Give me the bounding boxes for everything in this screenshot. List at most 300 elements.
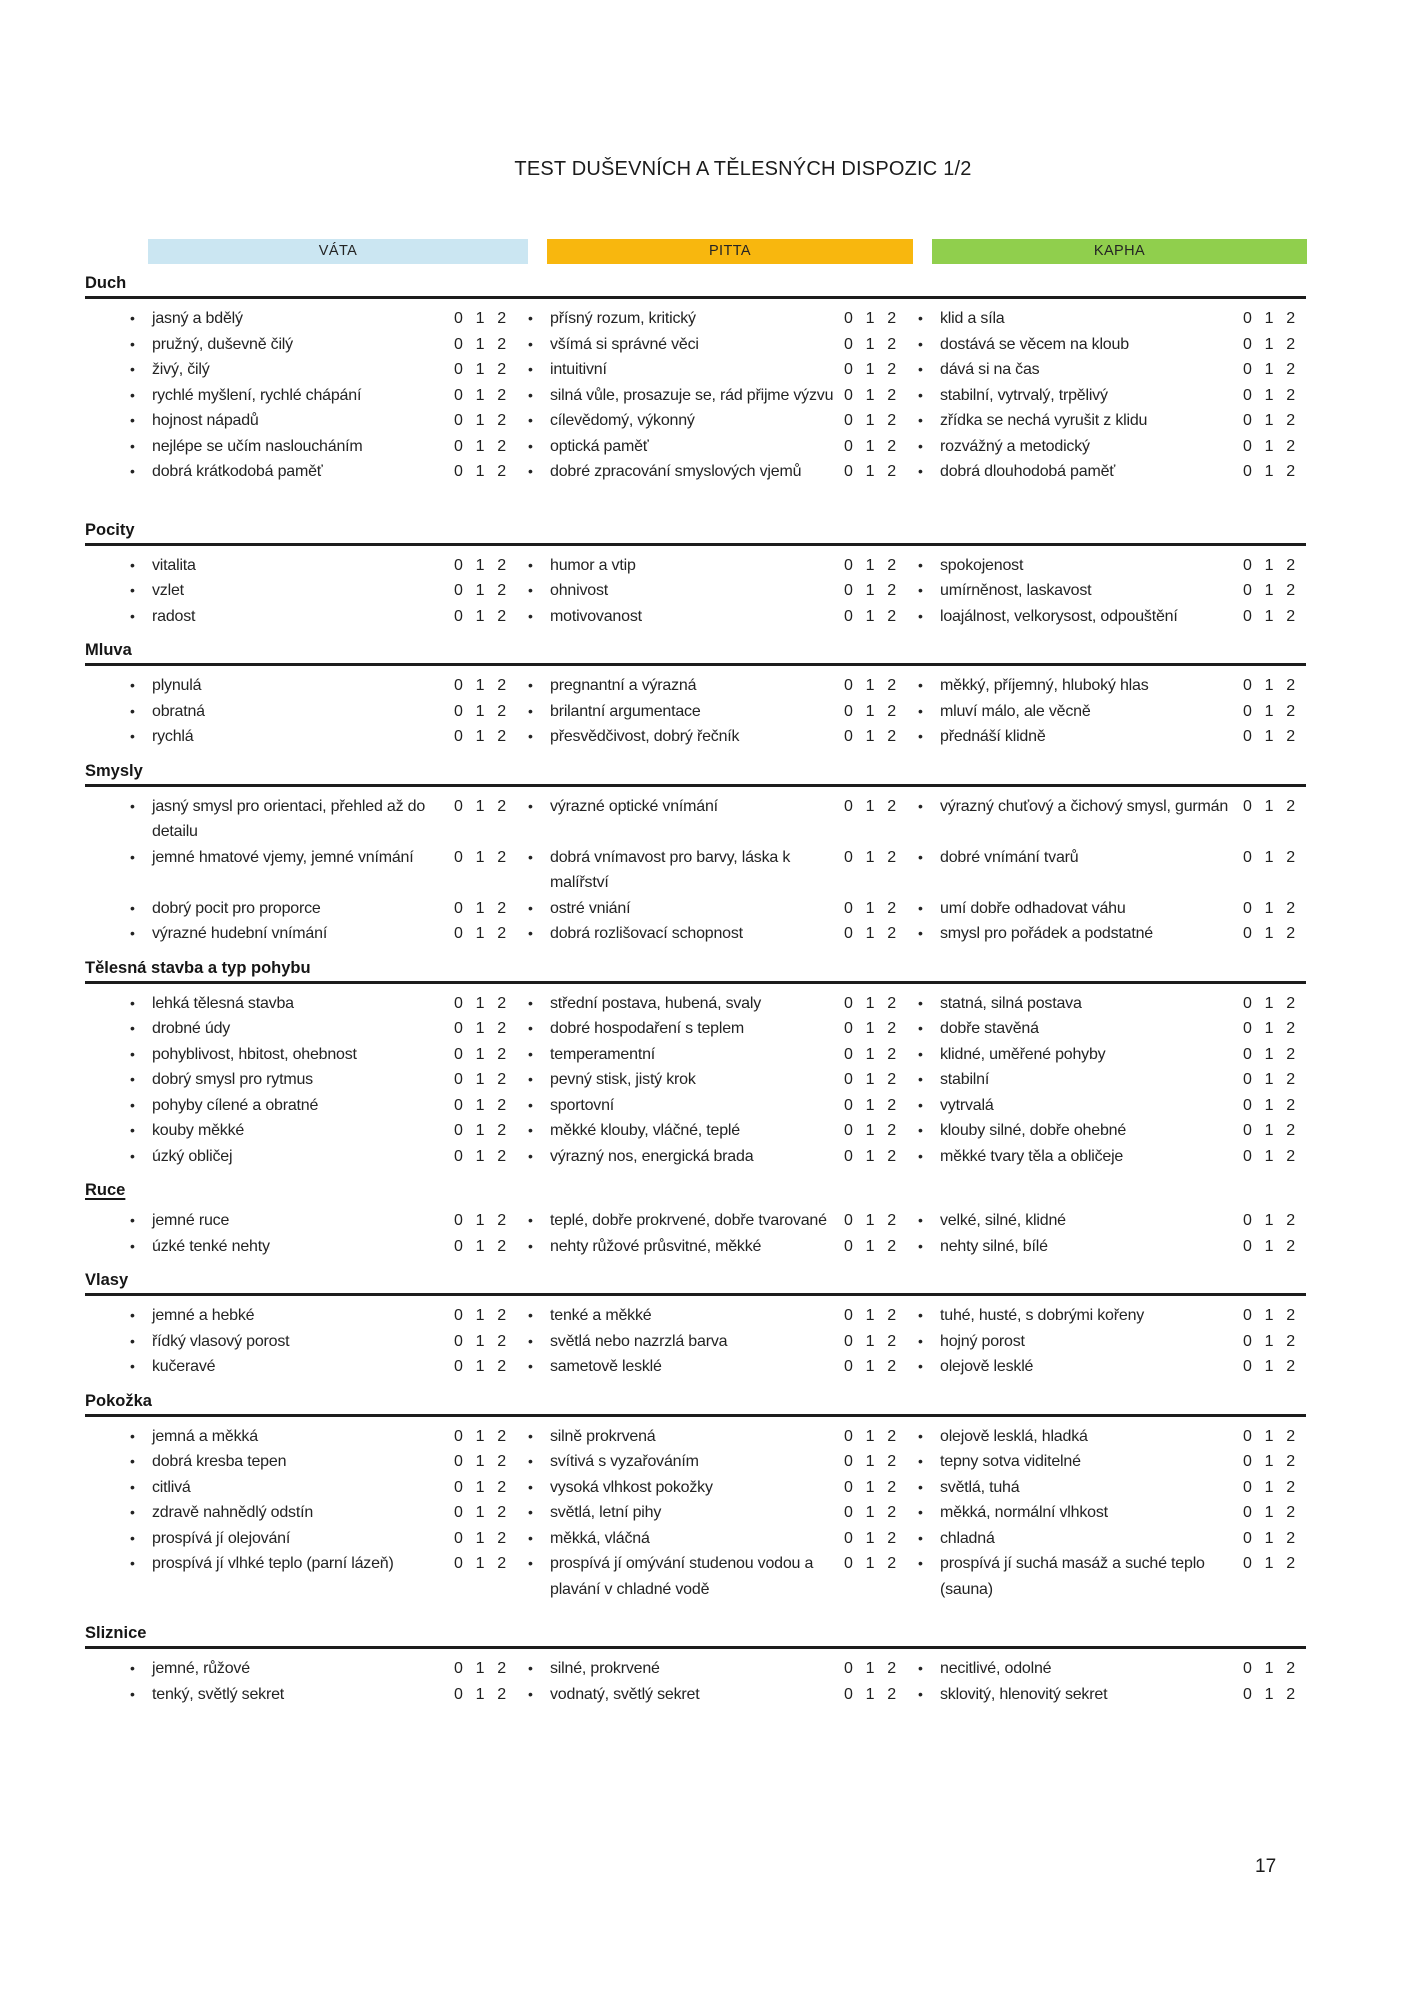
item-label: světlá nebo nazrzlá barva <box>550 1332 728 1350</box>
bullet-icon: • <box>918 1529 923 1546</box>
bullet-icon: • <box>918 1122 923 1138</box>
bullet-icon: • <box>528 412 533 428</box>
score-scale <box>1243 845 1295 871</box>
item-label: úzký obličej <box>152 1147 233 1165</box>
item-row <box>130 699 1306 725</box>
score-2: 2 <box>497 728 506 745</box>
score-2: 2 <box>497 1504 506 1521</box>
item-cell-vata <box>130 1526 506 1552</box>
score-1: 1 <box>475 463 485 480</box>
score-2: 2 <box>497 1453 506 1470</box>
score-scale <box>1243 332 1295 358</box>
score-scale <box>844 1500 896 1526</box>
score-2: 2 <box>497 677 506 694</box>
item-cell-pitta <box>528 357 896 383</box>
score-2: 2 <box>887 1660 896 1677</box>
score-scale <box>844 1303 896 1329</box>
bullet-icon: • <box>918 1071 923 1087</box>
bullet-icon: • <box>130 1096 135 1113</box>
bullet-icon: • <box>528 1147 533 1164</box>
item-row <box>130 1093 1306 1119</box>
score-2: 2 <box>497 1332 506 1350</box>
score-0: 0 <box>454 1358 463 1375</box>
score-2: 2 <box>887 361 896 378</box>
bullet-icon: • <box>918 677 923 693</box>
score-1: 1 <box>475 1122 485 1139</box>
score-2: 2 <box>1286 1427 1295 1445</box>
score-1: 1 <box>865 1478 875 1496</box>
score-2: 2 <box>1286 899 1295 917</box>
bullet-icon: • <box>130 899 135 916</box>
score-0: 0 <box>844 1096 853 1114</box>
item-label: pevný stisk, jistý krok <box>550 1071 696 1088</box>
score-0: 0 <box>454 437 463 455</box>
bullet-icon: • <box>918 1147 923 1164</box>
item-label: pohyblivost, hbitost, ohebnost <box>152 1045 357 1063</box>
item-cell-kapha <box>918 1093 1295 1119</box>
section-rows <box>85 299 1306 487</box>
item-row <box>130 383 1306 409</box>
item-label: loajálnost, velkorysost, odpouštění <box>940 607 1178 625</box>
score-0: 0 <box>1243 386 1252 404</box>
score-2: 2 <box>497 412 506 429</box>
score-scale <box>1243 794 1295 820</box>
score-1: 1 <box>475 412 485 429</box>
score-scale <box>1243 1354 1295 1380</box>
score-2: 2 <box>1286 1453 1295 1470</box>
score-2: 2 <box>887 1529 896 1547</box>
bullet-icon: • <box>918 1332 923 1349</box>
score-1: 1 <box>865 1071 875 1088</box>
bullet-icon: • <box>130 335 135 352</box>
item-label: dobrá kresba tepen <box>152 1453 287 1470</box>
score-2: 2 <box>497 899 506 917</box>
item-label: tuhé, husté, s dobrými kořeny <box>940 1307 1145 1324</box>
item-cell-vata <box>130 1067 506 1093</box>
score-1: 1 <box>865 1332 875 1350</box>
item-cell-kapha <box>918 1118 1295 1144</box>
item-cell-kapha <box>918 991 1295 1017</box>
item-row <box>130 459 1306 485</box>
item-cell-kapha <box>918 578 1295 604</box>
score-0: 0 <box>454 1332 463 1350</box>
item-cell-kapha <box>918 673 1295 699</box>
document-content <box>85 156 1306 1709</box>
score-0: 0 <box>454 1307 463 1324</box>
score-0: 0 <box>844 1478 853 1496</box>
score-0: 0 <box>844 1020 853 1037</box>
score-2: 2 <box>497 463 506 480</box>
score-scale <box>1243 1303 1295 1329</box>
score-scale <box>1243 357 1295 383</box>
bullet-icon: • <box>130 1071 135 1087</box>
score-1: 1 <box>475 1212 485 1229</box>
score-0: 0 <box>454 412 463 429</box>
bullet-icon: • <box>528 1660 533 1676</box>
item-label: cílevědomý, výkonný <box>550 412 695 429</box>
item-cell-kapha <box>918 1551 1295 1602</box>
score-scale <box>454 1526 506 1552</box>
item-cell-pitta <box>528 1354 896 1380</box>
score-2: 2 <box>497 1071 506 1088</box>
item-label: dobrý smysl pro rytmus <box>152 1071 313 1088</box>
score-2: 2 <box>1286 386 1295 404</box>
item-label: statná, silná postava <box>940 994 1082 1012</box>
score-0: 0 <box>1243 728 1252 745</box>
item-cell-vata <box>130 896 506 922</box>
score-scale <box>454 896 506 922</box>
item-label: klouby silné, dobře ohebné <box>940 1122 1127 1139</box>
bullet-icon: • <box>918 994 923 1011</box>
score-scale <box>454 459 506 485</box>
item-label: obratná <box>152 702 205 720</box>
bullet-icon: • <box>918 728 923 744</box>
score-scale <box>454 794 506 820</box>
score-scale <box>844 1526 896 1552</box>
score-2: 2 <box>497 994 506 1012</box>
score-1: 1 <box>1264 1122 1274 1139</box>
score-0: 0 <box>454 1096 463 1114</box>
item-cell-pitta <box>528 673 896 699</box>
bullet-icon: • <box>528 925 533 941</box>
section-heading-label: Smysly <box>85 761 143 780</box>
item-cell-vata <box>130 1500 506 1526</box>
score-2: 2 <box>887 848 896 866</box>
score-0: 0 <box>454 361 463 378</box>
item-label: umí dobře odhadovat váhu <box>940 899 1126 917</box>
section-heading-sliznice <box>85 1614 1306 1649</box>
bullet-icon: • <box>528 677 533 693</box>
score-1: 1 <box>1264 1685 1274 1703</box>
item-cell-kapha <box>918 1424 1295 1450</box>
bullet-icon: • <box>130 925 135 941</box>
bullet-icon: • <box>528 386 533 403</box>
item-cell-pitta <box>528 1016 896 1042</box>
score-2: 2 <box>497 1478 506 1496</box>
item-label: vodnatý, světlý sekret <box>550 1685 700 1703</box>
score-1: 1 <box>865 1427 875 1445</box>
item-label: rychlá <box>152 728 194 745</box>
item-label: dobrá vnímavost pro barvy, láska k malířství <box>550 848 791 891</box>
item-label: vytrvalá <box>940 1096 994 1114</box>
item-row <box>130 1551 1306 1602</box>
item-row <box>130 1449 1306 1475</box>
section-heading-label: Vlasy <box>85 1271 129 1289</box>
score-scale <box>844 383 896 409</box>
score-2: 2 <box>1286 582 1295 599</box>
score-0: 0 <box>1243 412 1252 429</box>
score-1: 1 <box>865 925 875 942</box>
bullet-icon: • <box>918 848 923 865</box>
score-1: 1 <box>865 677 875 694</box>
score-0: 0 <box>1243 310 1252 327</box>
score-scale <box>1243 408 1295 434</box>
item-label: vysoká vlhkost pokožky <box>550 1478 713 1496</box>
score-0: 0 <box>1243 848 1252 866</box>
score-1: 1 <box>865 412 875 429</box>
score-scale <box>1243 1329 1295 1355</box>
score-scale <box>1243 1118 1295 1144</box>
item-cell-vata <box>130 794 506 845</box>
item-cell-kapha <box>918 1234 1295 1260</box>
item-row <box>130 434 1306 460</box>
item-label: jemné a hebké <box>152 1307 255 1324</box>
item-cell-pitta <box>528 1551 896 1602</box>
score-2: 2 <box>1286 1660 1295 1677</box>
column-header-pitta: PITTA <box>547 239 913 264</box>
score-scale <box>1243 604 1295 630</box>
section-heading-label: Sliznice <box>85 1624 147 1642</box>
score-1: 1 <box>865 848 875 866</box>
page-title: TEST DUŠEVNÍCH A TĚLESNÝCH DISPOZIC 1/2 <box>514 158 972 180</box>
item-cell-vata <box>130 1354 506 1380</box>
score-scale <box>844 553 896 579</box>
item-label: sklovitý, hlenovitý sekret <box>940 1685 1108 1703</box>
page-number: 17 <box>1255 1856 1277 1877</box>
score-scale <box>1243 553 1295 579</box>
section-smysly <box>85 752 1306 949</box>
score-1: 1 <box>475 1427 485 1445</box>
section-heading-label: Pocity <box>85 520 135 539</box>
item-label: intuitivní <box>550 361 607 378</box>
bullet-icon: • <box>130 1478 135 1495</box>
item-cell-pitta <box>528 1093 896 1119</box>
score-scale <box>454 1500 506 1526</box>
score-scale <box>454 1329 506 1355</box>
item-label: optická paměť <box>550 437 649 455</box>
score-2: 2 <box>497 702 506 720</box>
item-label: rozvážný a metodický <box>940 437 1090 455</box>
section-duch <box>85 264 1306 487</box>
score-0: 0 <box>454 1071 463 1088</box>
item-cell-vata <box>130 1303 506 1329</box>
item-cell-vata <box>130 1208 506 1234</box>
score-0: 0 <box>1243 925 1252 942</box>
score-scale <box>844 1234 896 1260</box>
item-label: měkké tvary těla a obličeje <box>940 1147 1124 1165</box>
item-row <box>130 1118 1306 1144</box>
score-1: 1 <box>1264 1045 1274 1063</box>
item-cell-kapha <box>918 1303 1295 1329</box>
score-1: 1 <box>865 1660 875 1677</box>
score-scale <box>1243 1234 1295 1260</box>
score-1: 1 <box>865 463 875 480</box>
item-cell-pitta <box>528 1208 896 1234</box>
item-label: vzlet <box>152 582 184 599</box>
score-scale <box>844 306 896 332</box>
item-cell-kapha <box>918 1144 1295 1170</box>
score-scale <box>844 1093 896 1119</box>
score-1: 1 <box>475 848 485 866</box>
score-1: 1 <box>1264 582 1274 599</box>
score-0: 0 <box>454 582 463 599</box>
score-1: 1 <box>1264 556 1274 574</box>
score-2: 2 <box>1286 310 1295 327</box>
bullet-icon: • <box>130 728 135 744</box>
bullet-icon: • <box>918 310 923 326</box>
item-label: světlá, letní pihy <box>550 1504 662 1521</box>
score-2: 2 <box>887 1555 896 1572</box>
item-cell-pitta <box>528 724 896 750</box>
score-2: 2 <box>887 412 896 429</box>
score-scale <box>454 699 506 725</box>
score-0: 0 <box>454 1212 463 1229</box>
score-1: 1 <box>1264 310 1274 327</box>
item-cell-kapha <box>918 845 1295 896</box>
item-label: spokojenost <box>940 556 1024 574</box>
score-1: 1 <box>1264 437 1274 455</box>
score-1: 1 <box>1264 607 1274 625</box>
section-sliznice <box>85 1614 1306 1709</box>
score-scale <box>1243 1500 1295 1526</box>
score-0: 0 <box>454 1122 463 1139</box>
score-0: 0 <box>454 1453 463 1470</box>
score-scale <box>844 845 896 871</box>
item-label: ohnivost <box>550 582 608 599</box>
score-0: 0 <box>844 556 853 574</box>
score-2: 2 <box>1286 1504 1295 1521</box>
item-cell-pitta <box>528 306 896 332</box>
item-cell-kapha <box>918 357 1295 383</box>
item-cell-kapha <box>918 1067 1295 1093</box>
score-0: 0 <box>454 1478 463 1496</box>
score-1: 1 <box>865 335 875 353</box>
bullet-icon: • <box>130 607 135 624</box>
bullet-icon: • <box>528 702 533 719</box>
score-scale <box>844 1067 896 1093</box>
score-2: 2 <box>1286 1096 1295 1114</box>
bullet-icon: • <box>130 1122 135 1138</box>
item-cell-vata <box>130 553 506 579</box>
score-scale <box>454 1551 506 1577</box>
score-2: 2 <box>497 1122 506 1139</box>
score-1: 1 <box>865 1504 875 1521</box>
score-2: 2 <box>887 1504 896 1521</box>
score-2: 2 <box>887 1122 896 1139</box>
score-scale <box>844 408 896 434</box>
score-0: 0 <box>1243 437 1252 455</box>
score-2: 2 <box>887 1096 896 1114</box>
score-1: 1 <box>865 582 875 599</box>
bullet-icon: • <box>528 1237 533 1254</box>
score-2: 2 <box>887 1453 896 1470</box>
score-0: 0 <box>844 582 853 599</box>
item-label: teplé, dobře prokrvené, dobře tvarované <box>550 1212 827 1229</box>
score-1: 1 <box>475 1358 485 1375</box>
bullet-icon: • <box>528 1529 533 1546</box>
score-scale <box>1243 578 1295 604</box>
score-2: 2 <box>497 1147 506 1165</box>
item-label: dobré zpracování smyslových vjemů <box>550 463 802 480</box>
item-label: všímá si správné věci <box>550 335 699 353</box>
score-0: 0 <box>1243 1307 1252 1324</box>
score-scale <box>454 1656 506 1682</box>
section-heading-telesna-stavba-a-typ-pohybu <box>85 949 1306 984</box>
bullet-icon: • <box>130 556 135 573</box>
score-1: 1 <box>475 1020 485 1037</box>
score-1: 1 <box>475 437 485 455</box>
score-1: 1 <box>1264 1332 1274 1350</box>
bullet-icon: • <box>130 797 135 814</box>
item-cell-pitta <box>528 845 896 896</box>
score-0: 0 <box>844 702 853 720</box>
score-0: 0 <box>1243 702 1252 720</box>
score-scale <box>844 1475 896 1501</box>
score-0: 0 <box>454 702 463 720</box>
score-0: 0 <box>454 556 463 574</box>
score-2: 2 <box>1286 1237 1295 1255</box>
score-2: 2 <box>887 702 896 720</box>
score-1: 1 <box>1264 925 1274 942</box>
item-cell-pitta <box>528 408 896 434</box>
item-cell-kapha <box>918 434 1295 460</box>
item-label: brilantní argumentace <box>550 702 701 720</box>
item-row <box>130 604 1306 630</box>
score-2: 2 <box>497 310 506 327</box>
score-2: 2 <box>1286 1555 1295 1572</box>
item-cell-pitta <box>528 553 896 579</box>
score-0: 0 <box>1243 1685 1252 1703</box>
section-pokozka <box>85 1382 1306 1605</box>
score-1: 1 <box>475 310 485 327</box>
bullet-icon: • <box>130 1453 135 1469</box>
score-scale <box>844 724 896 750</box>
score-1: 1 <box>475 994 485 1012</box>
score-2: 2 <box>497 335 506 353</box>
score-scale <box>1243 1067 1295 1093</box>
score-2: 2 <box>887 1307 896 1324</box>
score-0: 0 <box>454 1660 463 1677</box>
bullet-icon: • <box>918 1478 923 1495</box>
bullet-icon: • <box>528 1504 533 1520</box>
score-1: 1 <box>1264 1453 1274 1470</box>
section-ruce <box>85 1171 1306 1261</box>
score-1: 1 <box>865 310 875 327</box>
score-scale <box>844 459 896 485</box>
score-1: 1 <box>865 797 875 815</box>
item-label: zdravě nahnědlý odstín <box>152 1504 314 1521</box>
score-2: 2 <box>887 1685 896 1703</box>
item-label: klid a síla <box>940 310 1005 327</box>
score-0: 0 <box>844 1332 853 1350</box>
bullet-icon: • <box>918 797 923 814</box>
bullet-icon: • <box>528 1307 533 1323</box>
score-2: 2 <box>497 1237 506 1255</box>
item-cell-pitta <box>528 1118 896 1144</box>
score-1: 1 <box>475 1504 485 1521</box>
section-telesna-stavba-a-typ-pohybu <box>85 949 1306 1172</box>
item-row <box>130 306 1306 332</box>
score-0: 0 <box>454 1020 463 1037</box>
bullet-icon: • <box>528 728 533 744</box>
item-label: prospívá jí suchá masáž a suché teplo (sauna) <box>940 1555 1205 1598</box>
item-cell-vata <box>130 1656 506 1682</box>
bullet-icon: • <box>918 1096 923 1113</box>
score-1: 1 <box>475 702 485 720</box>
score-2: 2 <box>497 386 506 404</box>
score-2: 2 <box>1286 1358 1295 1375</box>
score-1: 1 <box>1264 1427 1274 1445</box>
item-cell-vata <box>130 408 506 434</box>
score-0: 0 <box>844 412 853 429</box>
score-0: 0 <box>1243 1427 1252 1445</box>
score-0: 0 <box>844 1660 853 1677</box>
column-header-vata: VÁTA <box>148 239 528 264</box>
score-scale <box>454 357 506 383</box>
score-2: 2 <box>497 1212 506 1229</box>
item-cell-kapha <box>918 1016 1295 1042</box>
score-1: 1 <box>475 1045 485 1063</box>
